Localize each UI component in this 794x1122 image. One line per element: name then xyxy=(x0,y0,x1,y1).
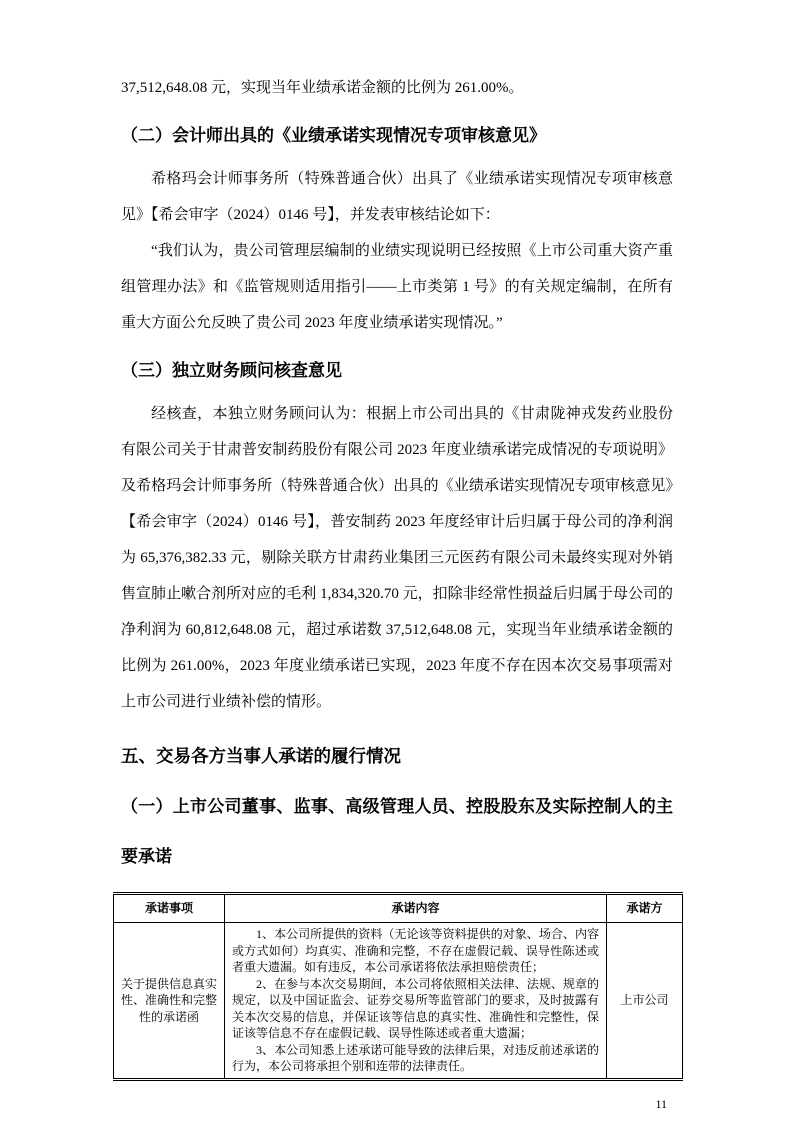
commitment-clause-2: 2、在参与本次交易期间，本公司将依照相关法律、法规、规章的规定，以及中国证监会、证券交易所等监管部门的要求，及时披露有关本次交易的信息，并保证该等信息的真实性、准确性和完整性，保证该等信息不存在虚假记载、误导性陈述或者重大遗漏； xyxy=(232,976,599,1040)
column-header-commitment-content: 承诺内容 xyxy=(225,894,607,923)
page-number: 11 xyxy=(655,1096,667,1111)
commitments-table xyxy=(113,892,683,1081)
heading-section-5: 五、交易各方当事人承诺的履行情况 xyxy=(121,746,401,766)
heading-accountant-opinion: （二）会计师出具的《业绩承诺实现情况专项审核意见》 xyxy=(121,126,546,145)
commitment-clause-1: 1、本公司所提供的资料（无论该等资料提供的对象、场合、内容或方式如何）均真实、准确和完整，不存在虚假记载、误导性陈述或者重大遗漏。如有违反，本公司承诺将依法承担赔偿责任； xyxy=(232,927,599,974)
column-header-commitment-party: 承诺方 xyxy=(607,894,683,923)
cell-commitment-item: 关于提供信息真实性、准确性和完整性的承诺函 xyxy=(114,923,225,1080)
heading-advisor-opinion: （三）独立财务顾问核查意见 xyxy=(121,361,342,380)
paragraph-advisor-conclusion: 经核查，本独立财务顾问认为：根据上市公司出具的《甘肃陇神戎发药业股份有限公司关于甘肃普安制药股份有限公司 2023 年度业绩承诺完成情况的专项说明》及希格玛会计师事务所（特殊普通合伙）出具的《业绩承诺实现情况专项审核意见》【希会审字（2024）0146 号】，普安制药 2023 年度经审计后归属于母公司的净利润为 65,376,382.33 元，剔除关联方甘肃药业集团三元医药有限公司未最终实现对外销售宣肺止嗽合剂所对应的毛利 1,834,320.70 元，扣除非经常性损益后归属于母公司的净利润为 60,812,648.08 元，超过承诺数 37,512,648.08 元，实现当年业绩承诺金额的比例为 261.00%，2023 年度业绩承诺已实现，2023 年度不存在因本次交易事项需对上市公司进行业绩补偿的情形。 xyxy=(121,406,673,710)
paragraph-auditor-issued: 希格玛会计师事务所（特殊普通合伙）出具了《业绩承诺实现情况专项审核意见》【希会审字（2024）0146 号】，并发表审核结论如下： xyxy=(121,171,673,223)
column-header-commitment-item: 承诺事项 xyxy=(114,894,225,923)
table-row xyxy=(114,923,683,1080)
paragraph-carryover: 37,512,648.08 元，实现当年业绩承诺金额的比例为 261.00%。 xyxy=(121,80,524,96)
cell-commitment-content xyxy=(225,923,607,1080)
table-header-row xyxy=(114,894,683,923)
commitment-clause-3: 3、本公司知悉上述承诺可能导致的法律后果，对违反前述承诺的行为，本公司将承担个别和连带的法律责任。 xyxy=(232,1042,599,1073)
cell-commitment-party: 上市公司 xyxy=(607,923,683,1080)
paragraph-auditor-quote: “我们认为，贵公司管理层编制的业绩实现说明已经按照《上市公司重大资产重组管理办法》和《监管规则适用指引——上市类第 1 号》的有关规定编制，在所有重大方面公允反映了贵公司 2023 年度业绩承诺实现情况。” xyxy=(121,243,673,331)
heading-section-5-1: （一）上市公司董事、监事、高级管理人员、控股股东及实际控制人的主要承诺 xyxy=(121,797,673,866)
